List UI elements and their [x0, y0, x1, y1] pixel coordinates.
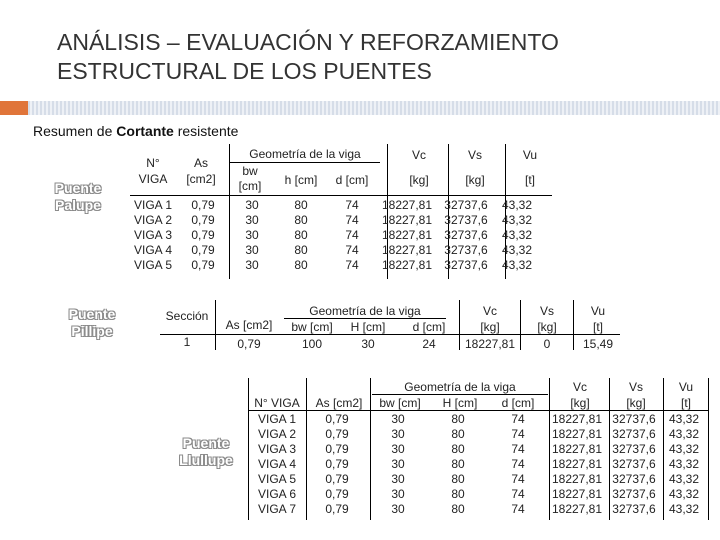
table-cell: VIGA 3: [133, 227, 173, 242]
table3-header-d: d [cm]: [501, 396, 535, 410]
table1-header-vc-unit: [kg]: [409, 173, 429, 187]
table-cell: 80: [294, 197, 308, 212]
table-cell: 74: [511, 471, 525, 486]
table-cell: 43,32: [501, 257, 533, 272]
table-cell: 32737,6: [612, 426, 656, 441]
table-cell: 32737,6: [444, 227, 488, 242]
table1-header-geometry: Geometría de la viga: [249, 147, 361, 161]
header-text: As: [193, 156, 208, 170]
table2-cell: 30: [361, 337, 375, 351]
accent-bar: [0, 101, 28, 115]
table-cell: 43,32: [668, 456, 700, 471]
table-cell: 32737,6: [444, 197, 488, 212]
table-cell: 30: [245, 212, 259, 227]
table-cell: 30: [391, 411, 405, 426]
subtitle-suffix: resistente: [173, 123, 239, 139]
table2-header-vc-unit: [kg]: [480, 320, 500, 334]
table2-cell: 100: [301, 337, 323, 351]
table3-divider: [708, 378, 709, 520]
table-cell: VIGA 5: [133, 257, 173, 272]
header-text: [cm]: [238, 179, 262, 193]
table-cell: VIGA 4: [257, 456, 297, 471]
table-cell: 74: [345, 197, 359, 212]
table2-divider: [573, 300, 574, 350]
table3-header-bw: bw [cm]: [379, 396, 421, 410]
table-cell: 80: [294, 242, 308, 257]
table-cell: 18227,81: [381, 197, 433, 212]
table-cell: 74: [511, 456, 525, 471]
table-cell: VIGA 1: [133, 197, 173, 212]
table-cell: 30: [245, 227, 259, 242]
table2-header-seccion: Sección: [165, 309, 209, 323]
table-row: [249, 426, 707, 441]
table-cell: VIGA 7: [257, 501, 297, 516]
table1-header-vc: Vc: [411, 148, 426, 162]
table3-header-vs: Vs: [628, 380, 643, 394]
table-cell: 32737,6: [612, 501, 656, 516]
table1-geometry-rule: [230, 162, 380, 163]
bridge-label-line: Pillipe: [71, 323, 113, 339]
table-cell: 80: [451, 411, 465, 426]
table3-body: [249, 411, 707, 516]
table2-header-vs-unit: [kg]: [537, 320, 557, 334]
table2-header-d: d [cm]: [412, 320, 446, 334]
table-cell: 0,79: [325, 486, 349, 501]
table1-header-bw: [232, 164, 268, 194]
table-cell: 30: [391, 426, 405, 441]
table-cell: 80: [451, 441, 465, 456]
table2-divider: [215, 300, 216, 350]
table-cell: 32737,6: [444, 242, 488, 257]
table3-header-vc-unit: [kg]: [570, 396, 590, 410]
header-text: VIGA: [138, 172, 168, 186]
table-cell: 0,79: [325, 441, 349, 456]
table-cell: 32737,6: [444, 212, 488, 227]
table-cell: 43,32: [501, 212, 533, 227]
table-cell: 32737,6: [612, 456, 656, 471]
table-cell: VIGA 2: [133, 212, 173, 227]
table-cell: 74: [345, 242, 359, 257]
table-cell: 43,32: [501, 227, 533, 242]
table3-header-h: H [cm]: [442, 396, 478, 410]
table-cell: 32737,6: [612, 441, 656, 456]
header-text: N°: [146, 156, 160, 170]
header-text: [cm2]: [186, 172, 216, 186]
table1-header-as: [178, 155, 224, 187]
table-row: [249, 486, 707, 501]
bridge-label-palupe: [46, 180, 110, 214]
table-cell: 18227,81: [551, 441, 603, 456]
bridge-label-llullupe: [168, 435, 244, 469]
table-cell: 18227,81: [551, 456, 603, 471]
bridge-label-pillipe: [60, 306, 124, 340]
table-cell: 18227,81: [381, 227, 433, 242]
table2-cell: 0: [543, 337, 551, 351]
table1-header-d: d [cm]: [335, 173, 369, 187]
table2-header-vc: Vc: [482, 304, 497, 318]
table-cell: 0,79: [191, 242, 215, 257]
table-cell: VIGA 6: [257, 486, 297, 501]
table1-header-vs: Vs: [467, 148, 482, 162]
table-cell: 0,79: [325, 426, 349, 441]
bridge-label-line: Palupe: [55, 197, 101, 213]
table-cell: 18227,81: [551, 486, 603, 501]
table-cell: 80: [451, 501, 465, 516]
table-cell: 80: [294, 212, 308, 227]
table-row: [249, 471, 707, 486]
table-cell: 32737,6: [612, 411, 656, 426]
table-cell: VIGA 2: [257, 426, 297, 441]
table-row: [249, 411, 707, 426]
table-cell: VIGA 4: [133, 242, 173, 257]
table-row: [249, 456, 707, 471]
table-cell: 0,79: [191, 212, 215, 227]
table-cell: 18227,81: [551, 426, 603, 441]
table3-geometry-rule: [372, 394, 548, 395]
table-cell: 74: [511, 411, 525, 426]
table3-header-vc: Vc: [572, 380, 587, 394]
table-cell: 18227,81: [551, 501, 603, 516]
table2-cell: 24: [422, 337, 436, 351]
table-cell: 43,32: [501, 242, 533, 257]
table-cell: 74: [345, 257, 359, 272]
bridge-label-line: Puente: [68, 306, 116, 322]
table-cell: 0,79: [325, 501, 349, 516]
table-cell: 18227,81: [381, 212, 433, 227]
table-row: [130, 212, 540, 227]
table-cell: 32737,6: [612, 486, 656, 501]
table2-header-geometry: Geometría de la viga: [309, 304, 421, 318]
subtitle-prefix: Resumen de: [33, 123, 117, 139]
table-cell: 0,79: [325, 456, 349, 471]
table1-header-nviga: [130, 155, 176, 187]
table2-header-bw: bw [cm]: [291, 320, 333, 334]
bridge-label-line: Puente: [54, 180, 102, 196]
table2-header-vu-unit: [t]: [592, 320, 603, 334]
table-cell: 74: [511, 426, 525, 441]
bridge-label-line: Llullupe: [179, 452, 233, 468]
table-cell: 74: [511, 501, 525, 516]
table2-header-rule: [160, 334, 620, 335]
table3-header-vs-unit: [kg]: [626, 396, 646, 410]
table-cell: 0,79: [191, 257, 215, 272]
table-cell: 0,79: [325, 471, 349, 486]
table2-cell: 18227,81: [464, 337, 516, 351]
table-cell: 80: [451, 486, 465, 501]
table-cell: VIGA 5: [257, 471, 297, 486]
table-row: [249, 441, 707, 456]
table-cell: 18227,81: [551, 411, 603, 426]
table-row: [130, 242, 540, 257]
table3-header-nviga: N° VIGA: [254, 396, 300, 410]
table2-cell: 1: [183, 335, 191, 349]
table2-cell: 15,49: [582, 337, 614, 351]
table-row: [130, 197, 540, 212]
table2-header-h: H [cm]: [350, 320, 386, 334]
table3-header-as: As [cm2]: [315, 396, 363, 410]
table-cell: 43,32: [668, 486, 700, 501]
table-cell: 43,32: [668, 471, 700, 486]
table-cell: 30: [245, 242, 259, 257]
table-cell: 74: [511, 486, 525, 501]
table-cell: 0,79: [191, 197, 215, 212]
table-cell: VIGA 1: [257, 411, 297, 426]
table2-header-vu: Vu: [590, 304, 606, 318]
table-cell: 30: [391, 471, 405, 486]
table-cell: VIGA 3: [257, 441, 297, 456]
table-cell: 18227,81: [551, 471, 603, 486]
table-row: [130, 257, 540, 272]
table-cell: 80: [451, 456, 465, 471]
table-cell: 80: [451, 426, 465, 441]
table-cell: 30: [391, 486, 405, 501]
table-cell: 80: [294, 257, 308, 272]
table1-header-vu-unit: [t]: [524, 173, 535, 187]
table2-geometry-rule: [284, 318, 446, 319]
table-cell: 43,32: [668, 411, 700, 426]
table2-header-as: As [cm2]: [225, 318, 273, 332]
slide-title-line-2: ESTRUCTURAL DE LOS PUENTES: [57, 58, 432, 84]
table-cell: 0,79: [191, 227, 215, 242]
table-cell: 18227,81: [381, 257, 433, 272]
table3-header-geometry: Geometría de la viga: [404, 380, 516, 394]
table-cell: 18227,81: [381, 242, 433, 257]
table3-header-vu: Vu: [678, 380, 694, 394]
table-cell: 0,79: [325, 411, 349, 426]
table-cell: 43,32: [501, 197, 533, 212]
bridge-label-line: Puente: [182, 435, 230, 451]
table-cell: 43,32: [668, 441, 700, 456]
table3-header-vu-unit: [t]: [680, 396, 691, 410]
table-cell: 74: [345, 212, 359, 227]
table1-body: [130, 197, 540, 272]
table-row: [249, 501, 707, 516]
table1-header-h: h [cm]: [284, 173, 318, 187]
header-rule: [28, 101, 720, 115]
table-cell: 30: [391, 501, 405, 516]
table2-divider: [520, 300, 521, 350]
table-cell: 80: [451, 471, 465, 486]
slide-title: [57, 28, 559, 86]
table-cell: 30: [391, 456, 405, 471]
table2-cell: 0,79: [237, 337, 261, 351]
table-cell: 30: [245, 257, 259, 272]
table-cell: 74: [345, 227, 359, 242]
table-cell: 43,32: [668, 426, 700, 441]
subtitle-bold: Cortante: [116, 123, 174, 139]
table1-header-vu: Vu: [522, 148, 538, 162]
table-cell: 43,32: [668, 501, 700, 516]
table1-header-rule: [130, 195, 552, 196]
section-subtitle: [33, 123, 238, 139]
slide-title-line-1: ANÁLISIS – EVALUACIÓN Y REFORZAMIENTO: [57, 29, 559, 55]
header-text: bw: [242, 164, 258, 178]
table-cell: 32737,6: [612, 471, 656, 486]
table-cell: 32737,6: [444, 257, 488, 272]
table2-header-vs: Vs: [539, 304, 554, 318]
table-cell: 80: [294, 227, 308, 242]
table-row: [130, 227, 540, 242]
table1-header-vs-unit: [kg]: [465, 173, 485, 187]
table-cell: 74: [511, 441, 525, 456]
table-cell: 30: [245, 197, 259, 212]
table-cell: 30: [391, 441, 405, 456]
